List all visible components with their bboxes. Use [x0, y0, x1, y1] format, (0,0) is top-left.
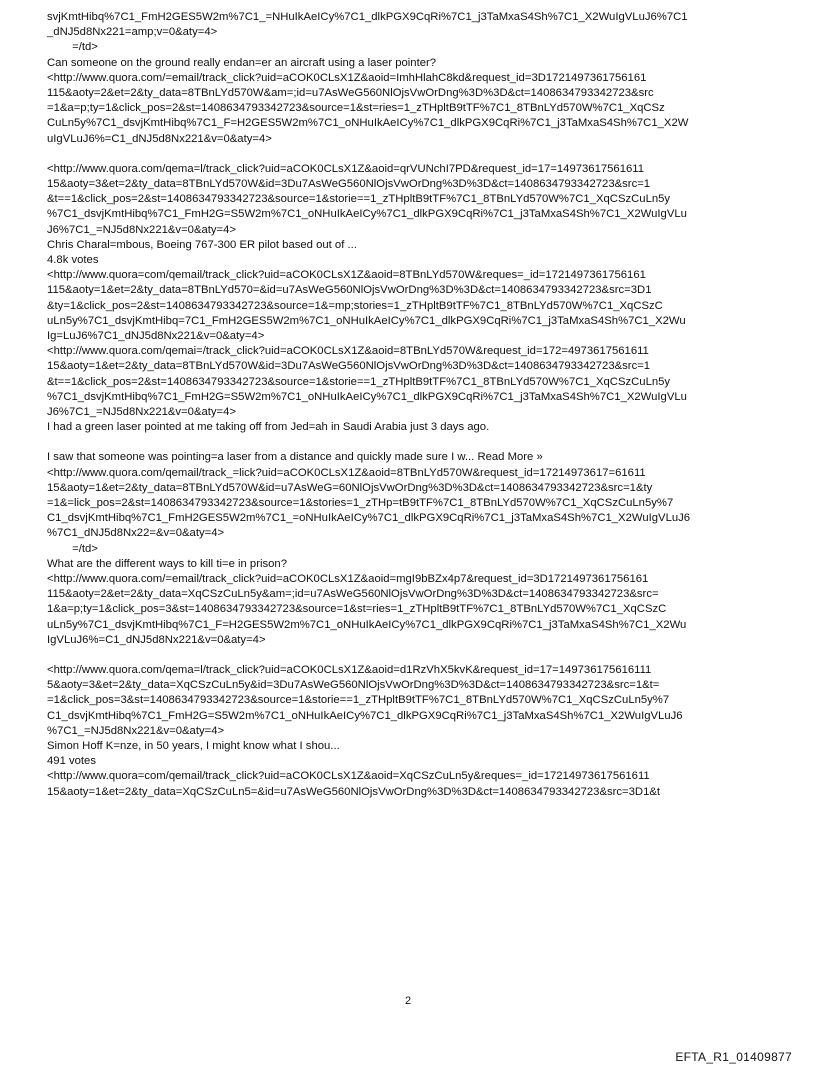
text-line: uIgVLuJ6%=C1_dNJ5d8Nx221&v=0&aty=4> [47, 132, 272, 145]
text-line: _dNJ5d8Nx221=amp;v=0&aty=4> [47, 26, 218, 39]
text-line: J6%7C1_=NJ5d8Nx221&v=0&aty=4> [47, 405, 237, 418]
text-line: Chris Charal=mbous, Boeing 767-300 ER pilot based out of ... [47, 238, 357, 251]
text-line: <http://www.quora=com/qemail/track_click?uid=aCOK0CLsX1Z&aoid=8TBnLYd570W&reques=_id=1721497361756161 [47, 269, 646, 282]
text-line: =/td> [47, 41, 98, 54]
text-line: &t==1&click_pos=2&st=1408634793342723&source=1&storie==1_zTHpltB9tTF%7C1_8TBnLYd570W%7C1_XqCSzCuLn5y [47, 193, 671, 206]
text-line [47, 648, 773, 663]
text-line: I saw that someone was pointing=a laser from a distance and quickly made sure I w... Read More » [47, 451, 543, 464]
text-line: uLn5y%7C1_dsvjKmtHibq=7C1_FmH2GES5W2m%7C1_oNHuIkAeICy%7C1_dlkPGX9CqRi%7C1_j3TaMxaS4Sh%7C1_X2Wu [47, 314, 686, 327]
text-line: 5&aoty=3&et=2&ty_data=XqCSzCuLn5y&id=3Du7AsWeG560NlOjsVwOrDng%3D%3D&ct=1408634793342723&src=1&t= [47, 679, 660, 692]
text-line: =/td> [47, 542, 98, 555]
text-line: &t==1&click_pos=2&st=1408634793342723&source=1&storie==1_zTHpltB9tTF%7C1_8TBnLYd570W%7C1_XqCSzCuLn5y [47, 375, 671, 388]
text-line [47, 435, 773, 450]
text-line: What are the different ways to kill ti=e in prison? [47, 557, 287, 570]
text-line: Simon Hoff K=nze, in 50 years, I might know what I shou... [47, 740, 340, 752]
text-line: %7C1_dsvjKmtHibq%7C1_FmH2G=S5W2m%7C1_oNHuIkAeICy%7C1_dlkPGX9CqRi%7C1_j3TaMxaS4Sh%7C1_X2WuIgVLu [47, 208, 687, 221]
text-line: =1&click_pos=3&st=1408634793342723&source=1&storie==1_zTHpltB9tTF%7C1_8TBnLYd570W%7C1_XqCSzCuLn5y%7 [47, 694, 670, 707]
text-line: 15&aoty=1&et=2&ty_data=XqCSzCuLn5=&id=u7AsWeG560NlOjsVwOrDng%3D%3D&ct=1408634793342723&src=3D1&t [47, 785, 661, 798]
text-line: %7C1_dNJ5d8Nx22=&v=0&aty=4> [47, 527, 225, 540]
text-line: <http://www.quora=com/qemail/track_click?uid=aCOK0CLsX1Z&aoid=XqCSzCuLn5y&reques=_id=17214973617561611 [47, 770, 650, 783]
text-line: 491 votes [47, 755, 96, 768]
text-line: 115&aoty=2&et=2&ty_data=8TBnLYd570W&am=;id=u7AsWeG560NlOjsVwOrDng%3D%3D&ct=1408634793342723&src [47, 86, 654, 99]
text-line: IgVLuJ6%=C1_dNJ5d8Nx221&v=0&aty=4> [47, 633, 266, 646]
email-body-text [47, 10, 773, 800]
text-line: 15&aoty=1&et=2&ty_data=8TBnLYd570W&id=3Du7AsWeG560NlOjsVwOrDng%3D%3D&ct=1408634793342723&src=1 [47, 360, 651, 373]
text-line: 115&aoty=1&et=2&ty_data=8TBnLYd570=&id=u7AsWeG560NlOjsVwOrDng%3D%3D&ct=1408634793342723&src=3D1 [47, 284, 652, 297]
text-line: <http://www.quora.com/=email/track_click?uid=aCOK0CLsX1Z&aoid=mgI9bBZx4p7&request_id=3D1721497361756161 [47, 572, 649, 585]
text-line: uLn5y%7C1_dsvjKmtHibq%7C1_F=H2GES5W2m%7C1_oNHuIkAeICy%7C1_dlkPGX9CqRi%7C1_j3TaMxaS4Sh%7C1_X2Wu [47, 618, 687, 631]
text-line: C1_dsvjKmtHibq%7C1_FmH2GES5W2m%7C1_=oNHuIkAeICy%7C1_dlkPGX9CqRi%7C1_j3TaMxaS4Sh%7C1_X2WuIgVLuJ6 [47, 512, 691, 525]
text-line: Can someone on the ground really endan=er an aircraft using a laser pointer? [47, 56, 437, 69]
text-line: J6%7C1_=NJ5d8Nx221&v=0&aty=4> [47, 223, 237, 236]
text-line: <http://www.quora.com/qemai=/track_click?uid=aCOK0CLsX1Z&aoid=8TBnLYd570W&request_id=172=4973617561611 [47, 345, 649, 358]
text-line: 115&aoty=2&et=2&ty_data=XqCSzCuLn5y&am=;id=u7AsWeG560NlOjsVwOrDng%3D%3D&ct=1408634793342723&src= [47, 588, 659, 601]
text-line: 4.8k votes [47, 254, 99, 266]
text-line: I had a green laser pointed at me taking off from Jed=ah in Saudi Arabia just 3 days ago. [47, 421, 490, 434]
page-number: 2 [404, 995, 412, 1007]
text-line: <http://www.quora.com/qema=l/track_click?uid=aCOK0CLsX1Z&aoid=d1RzVhX5kvK&request_id=17=149736175616111 [47, 664, 652, 677]
text-line: svjKmtHibq%7C1_FmH2GES5W2m%7C1_=NHuIkAeICy%7C1_dlkPGX9CqRi%7C1_j3TaMxaS4Sh%7C1_X2WuIgVLuJ6%7C1 [47, 11, 688, 23]
text-line: =1&a=p;ty=1&click_pos=2&st=1408634793342723&source=1&st=ries=1_zTHpltB9tTF%7C1_8TBnLYd570W%7C1_XqCSz [47, 102, 665, 115]
text-line: 1&a=p;ty=1&click_pos=3&st=1408634793342723&source=1&st=ries=1_zTHpltB9tTF%7C1_8TBnLYd570W%7C1_XqCSzC [47, 603, 667, 616]
text-line: =1&=lick_pos=2&st=1408634793342723&source=1&stories=1_zTHp=tB9tTF%7C1_8TBnLYd570W%7C1_XqCSzCuLn5y%7 [47, 497, 674, 509]
text-line: <http://www.quora.com/=email/track_click?uid=aCOK0CLsX1Z&aoid=ImhHlahC8kd&request_id=3D1721497361756161 [47, 71, 647, 84]
text-line: &ty=1&click_pos=2&st=1408634793342723&source=1&=mp;stories=1_zTHpltB9tTF%7C1_8TBnLYd570W%7C1_XqCSzC [47, 299, 663, 312]
text-line [47, 147, 773, 162]
text-line: <http://www.quora.com/qemail/track_=lick?uid=aCOK0CLsX1Z&aoid=8TBnLYd570W&request_id=17214973617=61611 [47, 466, 646, 479]
bates-number: EFTA_R1_01409877 [675, 1050, 792, 1064]
text-line: %7C1_=NJ5d8Nx221&v=0&aty=4> [47, 724, 225, 737]
text-line: C1_dsvjKmtHibq%7C1_FmH2G=S5W2m%7C1_oNHuIkAeICy%7C1_dlkPGX9CqRi%7C1_j3TaMxaS4Sh%7C1_X2WuIgVLuJ6 [47, 709, 683, 722]
text-line: Ig=LuJ6%7C1_dNJ5d8Nx221&v=0&aty=4> [47, 329, 265, 342]
text-line: 15&aoty=1&et=2&ty_data=8TBnLYd570W&id=u7AsWeG=60NlOjsVwOrDng%3D%3D&ct=1408634793342723&src=1&ty [47, 481, 653, 494]
text-line: <http://www.quora.com/qema=l/track_click?uid=aCOK0CLsX1Z&aoid=qrVUNchI7PD&request_id=17=14973617561611 [47, 162, 645, 175]
text-line: 15&aoty=3&et=2&ty_data=8TBnLYd570W&id=3Du7AsWeG560NlOjsVwOrDng%3D%3D&ct=1408634793342723&src=1 [47, 178, 651, 191]
text-line: CuLn5y%7C1_dsvjKmtHibq%7C1_F=H2GES5W2m%7C1_oNHuIkAeICy%7C1_dlkPGX9CqRi%7C1_j3TaMxaS4Sh%7C1_X2W [47, 117, 689, 130]
text-line: %7C1_dsvjKmtHibq%7C1_FmH2G=S5W2m%7C1_oNHuIkAeICy%7C1_dlkPGX9CqRi%7C1_j3TaMxaS4Sh%7C1_X2WuIgVLu [47, 390, 687, 403]
